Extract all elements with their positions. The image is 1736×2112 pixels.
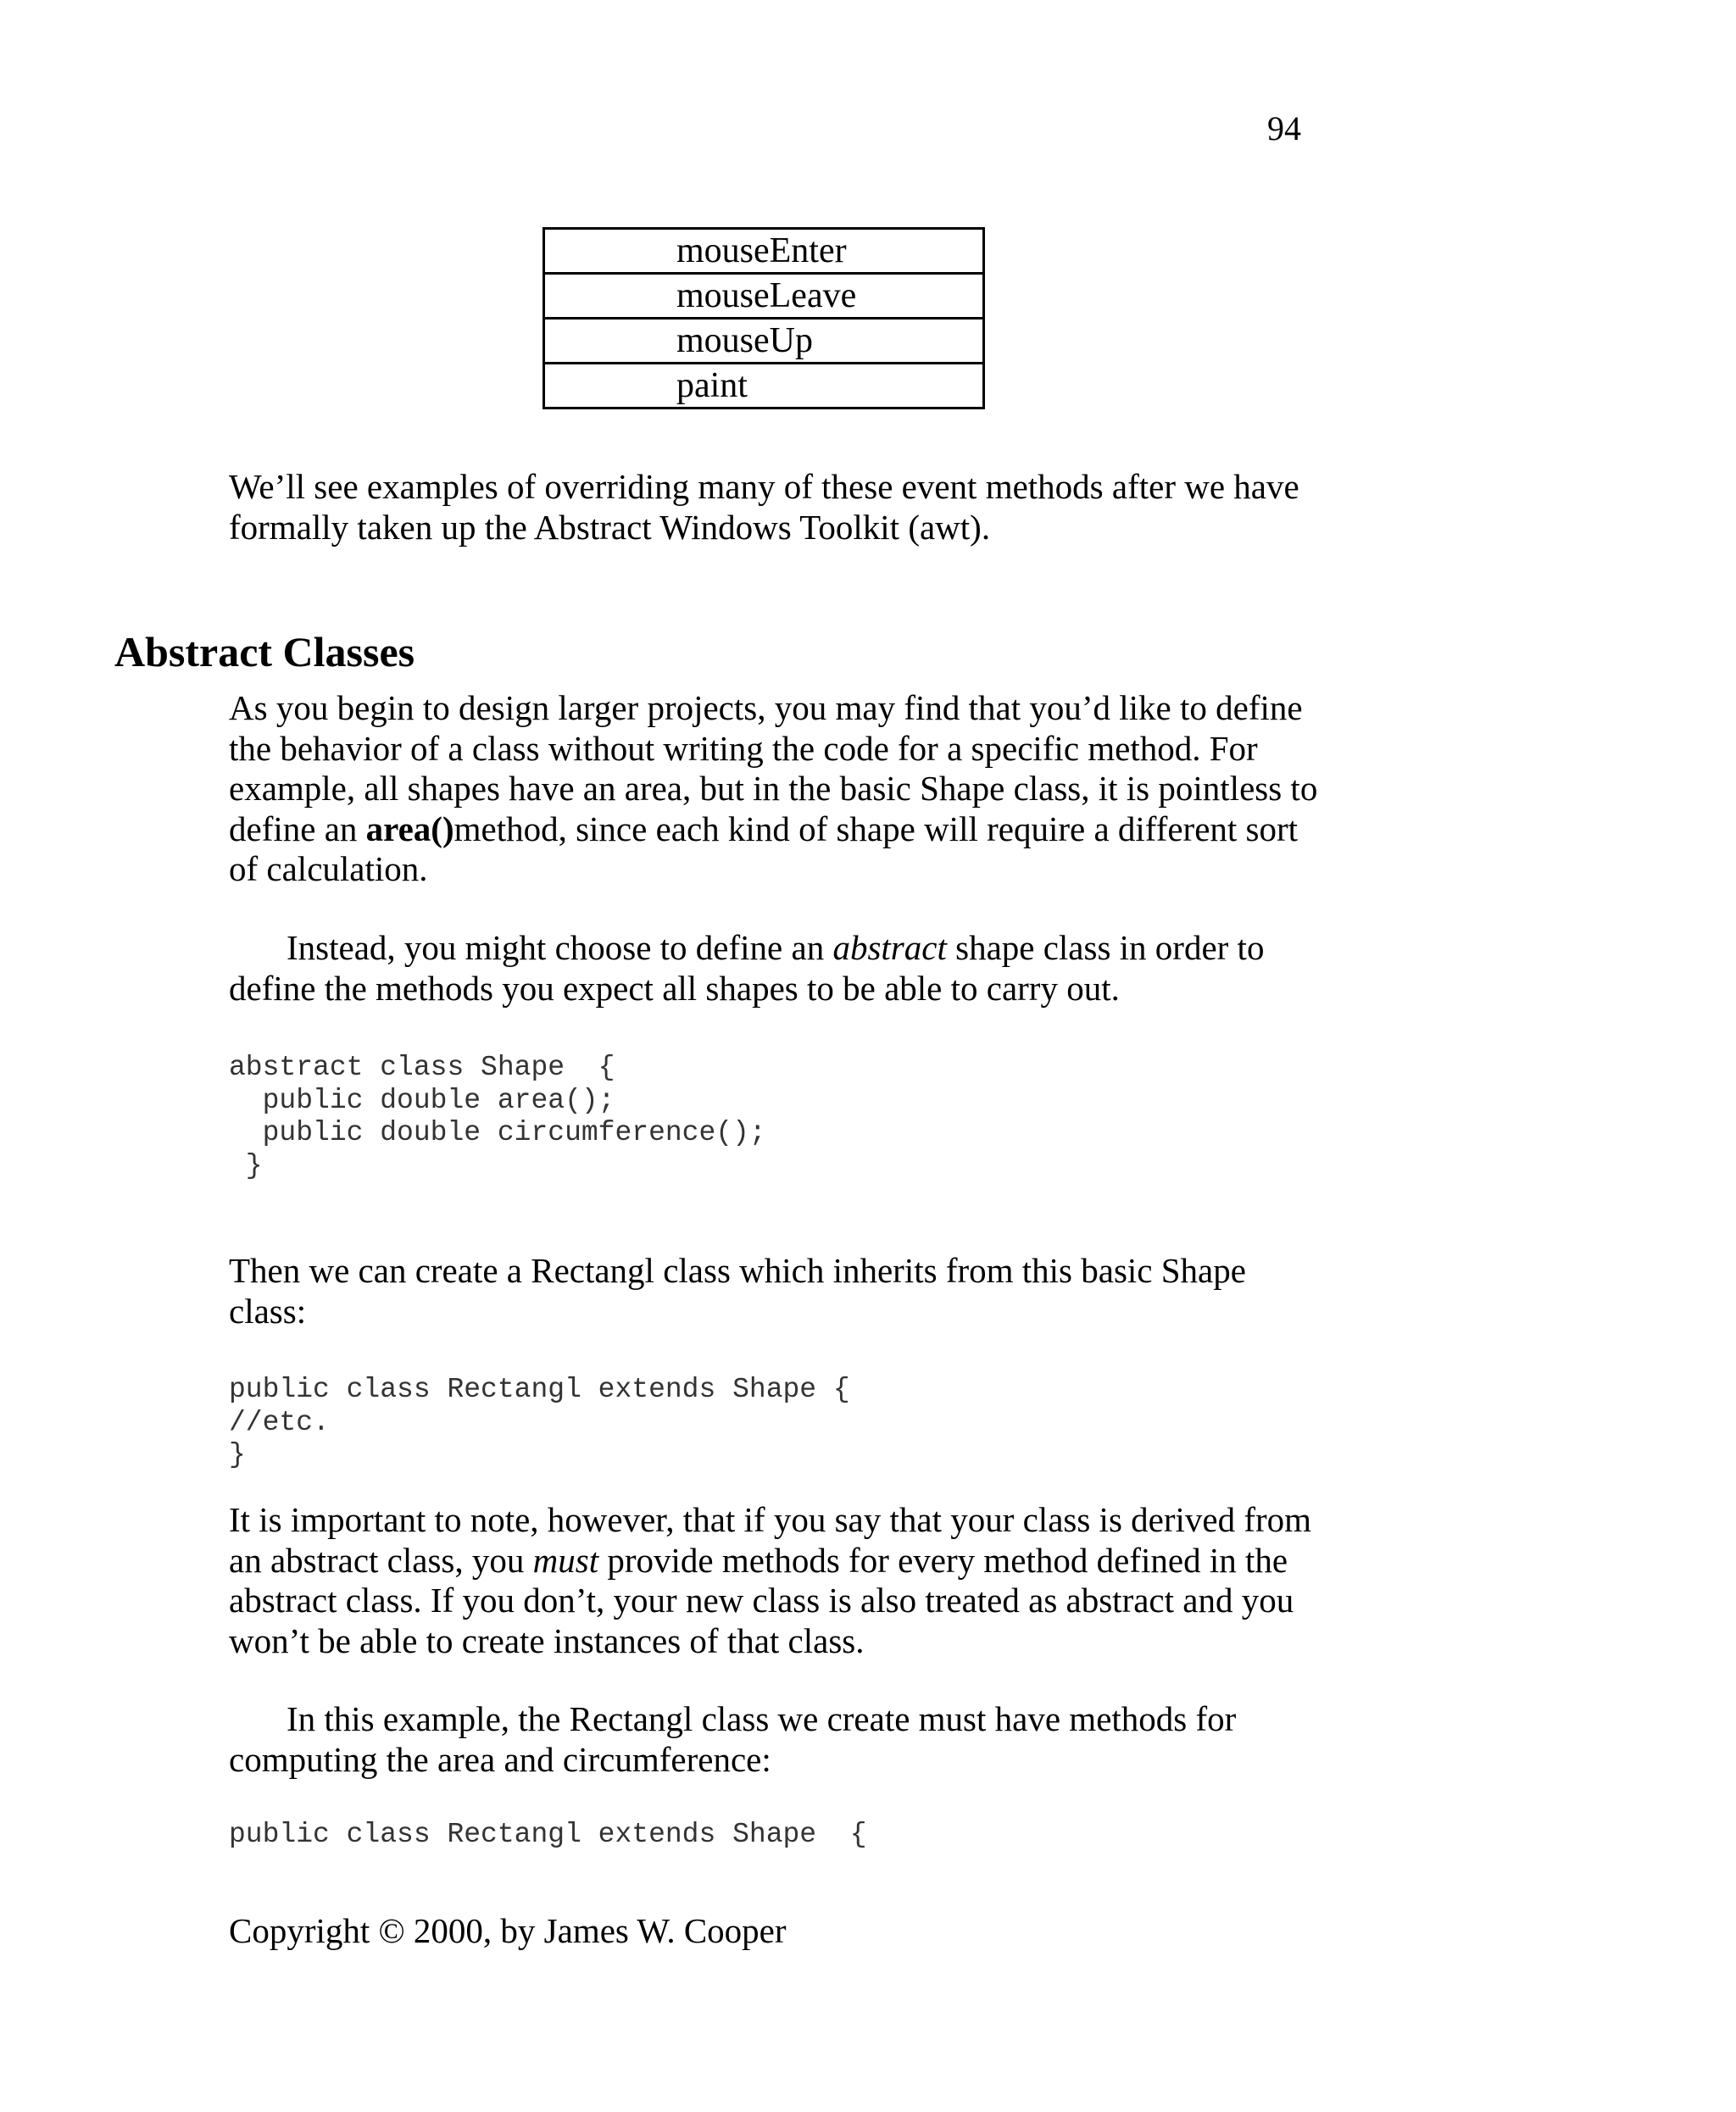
table-row bbox=[544, 229, 984, 274]
paragraph-4-text: It is important to note, however, that if you say that your class is derived from an abstract class, you bbox=[229, 1500, 1312, 1580]
code-block-rectangl: public class Rectangl extends Shape { //etc. } bbox=[229, 1374, 850, 1470]
paragraph-5: In this example, the Rectangl class we create must have methods for computing the area and circumference: bbox=[229, 1699, 1237, 1779]
table-row bbox=[544, 319, 984, 364]
paragraph-1-text-end: method, since each kind of shape will require a different sort of calculation. bbox=[229, 809, 1299, 888]
paragraph-2 bbox=[229, 928, 1331, 1009]
table-cell: mouseLeave bbox=[544, 274, 984, 319]
section-heading: Abstract Classes bbox=[114, 628, 415, 675]
bold-method-name: area() bbox=[365, 809, 454, 848]
page-number: 94 bbox=[1267, 109, 1301, 147]
code-block-shape: abstract class Shape { public double area(); public double circumference(); } bbox=[229, 1052, 766, 1181]
paragraph-4-text-end: provide methods for every method defined in the abstract class. If you don’t, your new class is also treated as abstract and you won’t be able to create instances of that class. bbox=[229, 1540, 1294, 1660]
italic-must: must bbox=[532, 1540, 599, 1580]
paragraph-2-text: Instead, you might choose to define an bbox=[287, 928, 833, 967]
italic-abstract: abstract bbox=[832, 928, 947, 967]
paragraph-2-text-end: shape class in order to define the methods you expect all shapes to be able to carry out. bbox=[229, 928, 1265, 1008]
code-block-rectangl-start: public class Rectangl extends Shape { bbox=[229, 1819, 867, 1850]
table-cell: mouseUp bbox=[544, 319, 984, 364]
table-cell: paint bbox=[544, 364, 984, 409]
paragraph-1-text: As you begin to design larger projects, you may find that you’d like to define the behavior of a class without writing the code for a specific method. For example, all shapes have an area, but in the basic Shape class, it is pointless to define an bbox=[229, 688, 1318, 848]
intro-paragraph: We’ll see examples of overriding many of these event methods after we have formally taken up the Abstract Windows Toolkit (awt). bbox=[229, 467, 1299, 547]
method-table bbox=[542, 227, 985, 409]
table-row bbox=[544, 364, 984, 409]
table-row bbox=[544, 274, 984, 319]
paragraph-1 bbox=[229, 688, 1331, 890]
table-cell: mouseEnter bbox=[544, 229, 984, 274]
copyright-footer: Copyright © 2000, by James W. Cooper bbox=[229, 1911, 787, 1950]
paragraph-3: Then we can create a Rectangl class which inherits from this basic Shape class: bbox=[229, 1251, 1246, 1331]
paragraph-4 bbox=[229, 1500, 1331, 1661]
